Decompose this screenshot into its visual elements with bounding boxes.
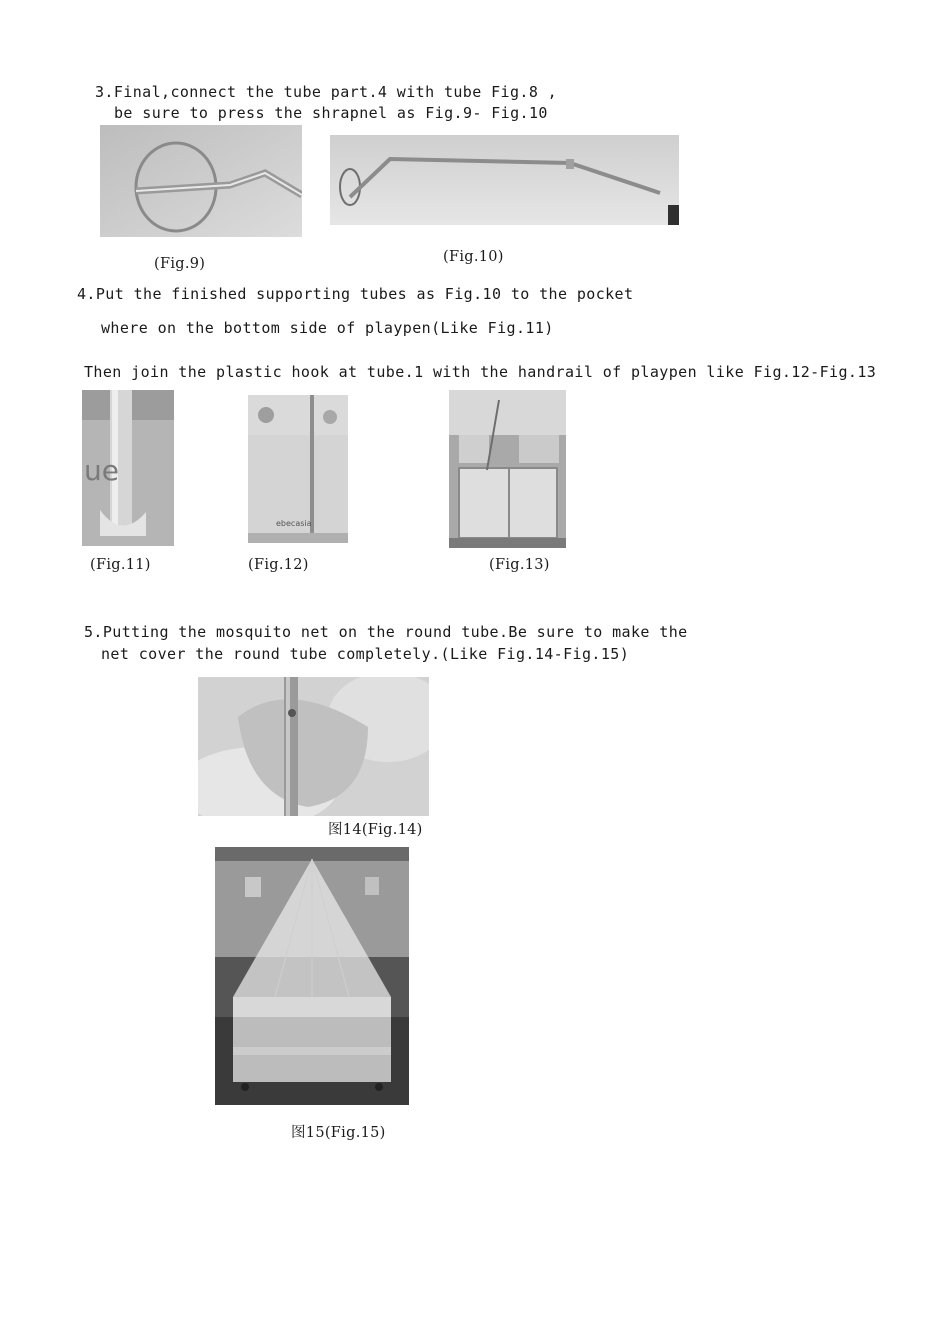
fig14-caption: 图14(Fig.14) <box>328 822 423 838</box>
fig12-caption: (Fig.12) <box>248 557 309 573</box>
svg-text:ue: ue <box>84 454 119 487</box>
fig13-photo <box>449 390 566 548</box>
step5-line2: net cover the round tube completely.(Like Fig.14-Fig.15) <box>101 645 630 663</box>
fig15-photo <box>215 847 409 1105</box>
fig15-caption: 图15(Fig.15) <box>291 1125 386 1141</box>
step3-line1: 3.Final,connect the tube part.4 with tube Fig.8 , <box>95 83 558 101</box>
fig12-photo <box>248 395 348 543</box>
fig12-brand-label: ebecasia <box>276 519 312 528</box>
step4-line1: 4.Put the finished supporting tubes as Fig.10 to the pocket <box>77 285 634 303</box>
fig13-caption: (Fig.13) <box>489 557 550 573</box>
fig11-photo <box>82 390 174 546</box>
fig10-photo <box>330 135 679 225</box>
fig9-caption: (Fig.9) <box>154 256 206 272</box>
fig10-caption: (Fig.10) <box>443 249 504 265</box>
fig9-photo <box>100 125 302 237</box>
step3-line2: be sure to press the shrapnel as Fig.9- Fig.10 <box>114 104 548 122</box>
fig14-photo <box>198 677 429 816</box>
step4-line3: Then join the plastic hook at tube.1 with the handrail of playpen like Fig.12-Fig.13 <box>84 363 877 381</box>
step5-line1: 5.Putting the mosquito net on the round tube.Be sure to make the <box>84 623 688 641</box>
fig11-caption: (Fig.11) <box>90 557 151 573</box>
step4-line2: where on the bottom side of playpen(Like Fig.11) <box>101 319 554 337</box>
